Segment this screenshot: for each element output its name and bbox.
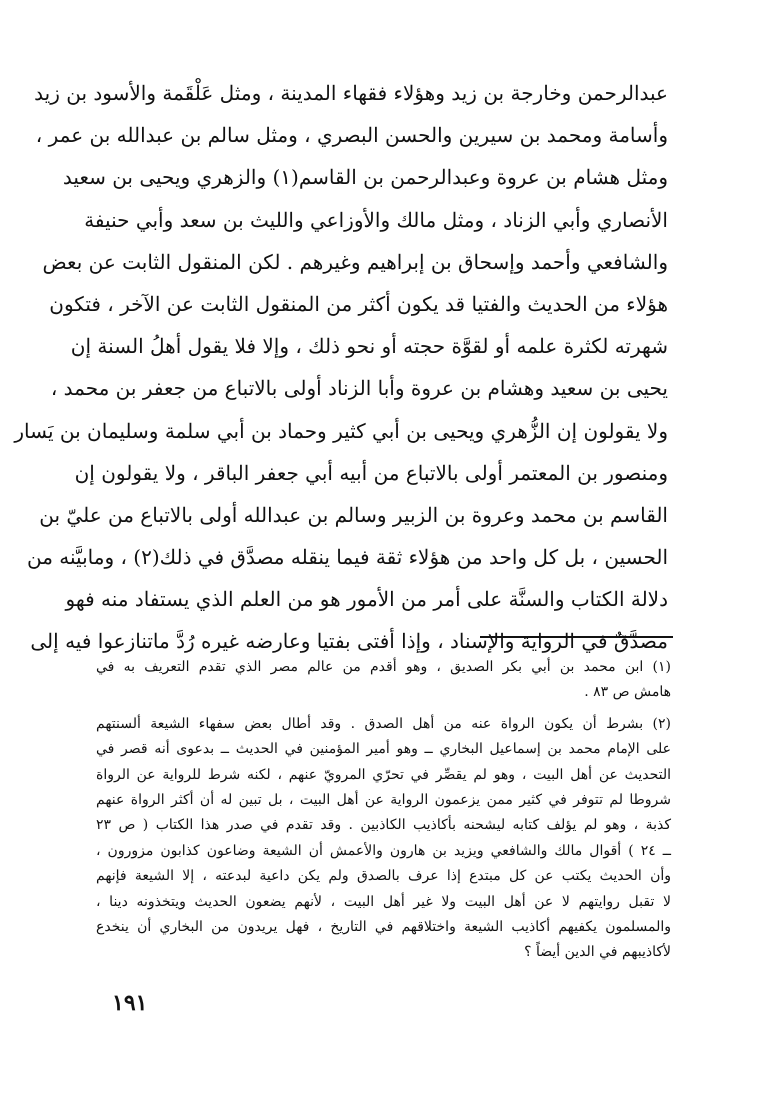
footnote-line: (٢) بشرط أن يكون الرواة عنه من أهل الصدق . وقد أطال بعض سفهاء الشيعة ألسنتهم <box>96 715 671 732</box>
footnote-line: لأكاذيبهم في الدين أيضاً ؟ <box>524 944 671 961</box>
footnotes-block <box>96 655 671 966</box>
footnote-1 <box>96 655 671 706</box>
main-text-line: ومنصور بن المعتمر أولى بالاتباع من أبيه أبي جعفر الباقر ، ولا يقولون إن <box>74 460 668 485</box>
footnote-line: شروطا لم تتوفر في كثير ممن يزعمون الرواية عن أهل البيت ، بل تبين له أن أكثر الرواة عنهم <box>96 791 671 808</box>
main-text-line: دلالة الكتاب والسنَّة على أمر من الأمور هو من العلم الذي يستفاد منه فهو <box>65 587 668 612</box>
main-text-line: عبدالرحمن وخارجة بن زيد وهؤلاء فقهاء المدينة ، ومثل عَلْقَمة والأسود بن زيد <box>34 81 668 105</box>
footnote-line: هامش ص ٨٣ . <box>584 684 671 701</box>
main-text-line: يحيى بن سعيد وهشام بن عروة وأبا الزناد أولى بالاتباع من جعفر بن محمد ، <box>50 376 668 401</box>
footnote-line: وأن الحديث يكتب عن كل مبتدع إذا عرف بالصدق ولم يكن داعية لبدعته ، إلا الشيعة فإنهم <box>96 868 671 885</box>
footnote-line: لا تقبل روايتهم لا عن أهل البيت ولا غير أهل البيت ، لأنهم يضعون الحديث ويتخذونه دينا ، <box>96 893 671 910</box>
main-text-line: هؤلاء من الحديث والفتيا قد يكون أكثر من المنقول الثابت عن الآخر ، فتكون <box>49 291 668 316</box>
footnote-2 <box>96 712 671 966</box>
footnote-line: ــ ٢٤ ) أقوال مالك والشافعي ويزيد بن هارون والأعمش أن الشيعة وضاعون كذابون مزورون ، <box>96 842 671 859</box>
footnote-line: التحديث عن أهل البيت ، وهو لم يقصِّر في تحرّي المرويّ عنهم ، لكنه شرط للرواية عن الرواة <box>96 766 671 783</box>
main-text-line: وأسامة ومحمد بن سيرين والحسن البصري ، ومثل سالم بن عبدالله بن عمر ، <box>35 123 668 148</box>
main-text-block <box>14 72 668 663</box>
main-text-line: شهرته لكثرة علمه أو لقوَّة حجته أو نحو ذلك ، وإلا فلا يقول أهلُ السنة إن <box>70 334 668 359</box>
main-text-line: ومثل هشام بن عروة وعبدالرحمن بن القاسم(١) والزهري ويحيى بن سعيد <box>62 165 668 190</box>
footnote-line: كذبة ، وهو لم يؤلف كتابه ليشحنه بأكاذيب الكاذبين . وقد تقدم في صدر هذا الكتاب ( ص ٢٣ <box>96 817 671 834</box>
main-text-line: ولا يقولون إن الزُّهري ويحيى بن أبي كثير وحماد بن أبي سلمة وسليمان بن يَسار <box>14 418 668 443</box>
footnote-line: على الإمام محمد بن إسماعيل البخاري ــ وهو أمير المؤمنين في الحديث ــ بدعوى أنه قصر في <box>96 741 671 758</box>
page-number: ١٩١ <box>112 990 148 1016</box>
main-text-line: الحسين ، بل كل واحد من هؤلاء ثقة فيما ينقله مصدَّق في ذلك(٢) ، ومابيَّنه من <box>26 545 668 570</box>
footnote-separator-rule <box>480 636 673 638</box>
main-text-line: مصدَّقٌ في الرواية والإسناد ، وإذا أفتى بفتيا وعارضه غيره رُدَّ ماتنازعوا فيه إلى <box>30 629 668 654</box>
footnote-line: والمسلمون يكفيهم أكاذيب الشيعة واختلاقهم في التاريخ ، فهل يريدون من البخاري أن ينخدع <box>96 918 671 935</box>
main-text-line: والشافعي وأحمد وإسحاق بن إبراهيم وغيرهم . لكن المنقول الثابت عن بعض <box>42 249 668 274</box>
main-text-line: القاسم بن محمد وعروة بن الزبير وسالم بن عبدالله أولى بالاتباع من عليّ بن <box>39 502 668 527</box>
footnote-line: (١) ابن محمد بن أبي بكر الصديق ، وهو أقدم من عالم مصر الذي تقدم التعريف به في <box>96 659 671 675</box>
main-text-line: الأنصاري وأبي الزناد ، ومثل مالك والأوزاعي والليث بن سعد وأبي حنيفة <box>84 207 668 232</box>
